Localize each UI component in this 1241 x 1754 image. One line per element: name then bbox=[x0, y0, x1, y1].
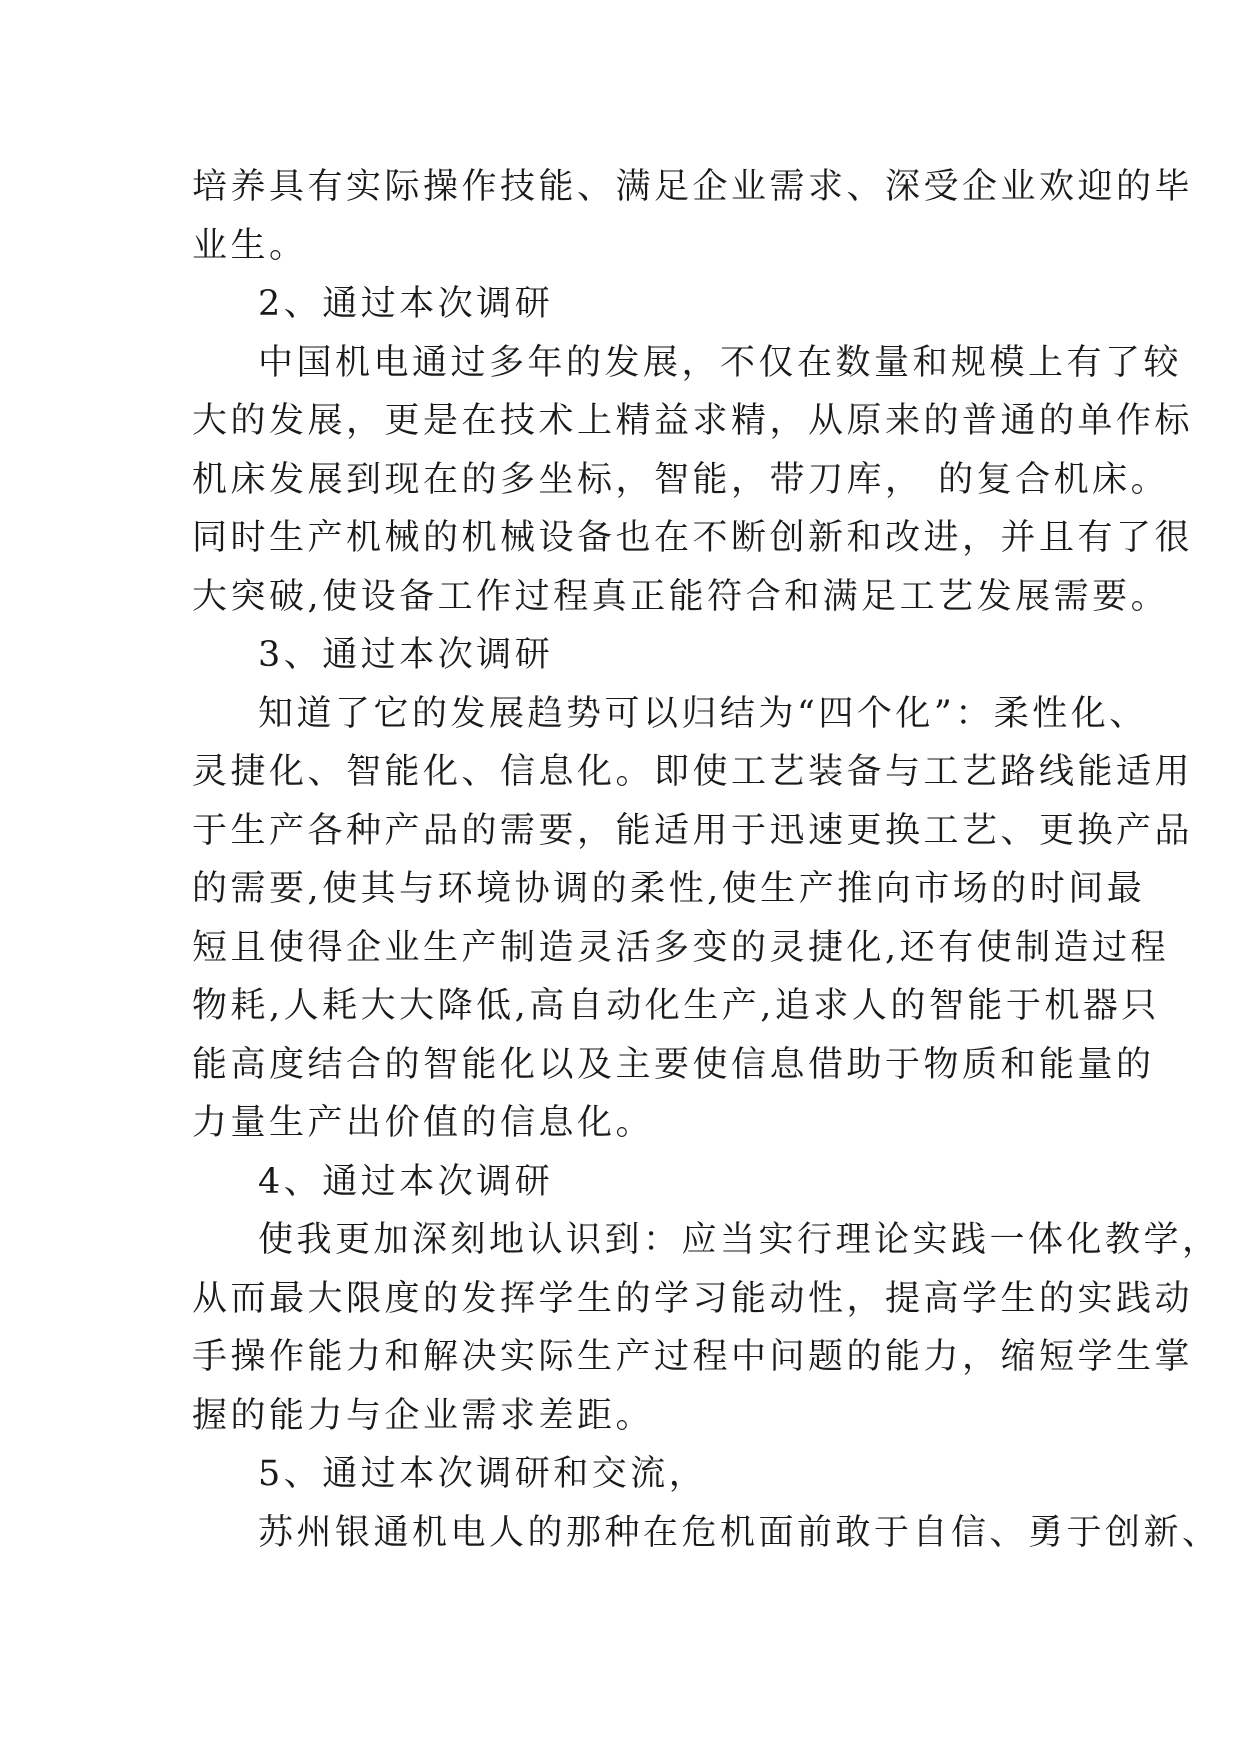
paragraph-text-line: 培养具有实际操作技能、满足企业需求、深受企业欢迎的毕 bbox=[192, 167, 1194, 207]
paragraph-text-line: 短且使得企业生产制造灵活多变的灵捷化,还有使制造过程 bbox=[192, 927, 1170, 968]
heading-text-line: 4、通过本次调研 bbox=[258, 1161, 554, 1202]
paragraph-text-line: 大突破,使设备工作过程真正能符合和满足工艺发展需要。 bbox=[192, 576, 1170, 617]
paragraph-text-line: 知道了它的发展趋势可以归结为“四个化”：柔性化、 bbox=[258, 693, 1148, 734]
paragraph bbox=[192, 1504, 1221, 1563]
paragraph-text-line: 业生。 bbox=[192, 225, 308, 266]
document-body bbox=[192, 158, 1221, 1562]
paragraph-text-line: 于生产各种产品的需要，能适用于迅速更换工艺、更换产品 bbox=[192, 810, 1194, 851]
paragraph-text-line: 力量生产出价值的信息化。 bbox=[192, 1103, 655, 1143]
paragraph bbox=[192, 334, 1194, 627]
paragraph bbox=[192, 158, 1194, 275]
heading-text-line: 2、通过本次调研 bbox=[258, 284, 554, 324]
paragraph-text-line: 灵捷化、智能化、信息化。即使工艺装备与工艺路线能适用 bbox=[192, 752, 1194, 792]
paragraph-text-line: 握的能力与企业需求差距。 bbox=[192, 1395, 655, 1436]
section-heading bbox=[192, 626, 1052, 685]
section-heading bbox=[192, 1153, 1052, 1212]
paragraph-text-line: 大的发展，更是在技术上精益求精，从原来的普通的单作标 bbox=[192, 401, 1194, 441]
paragraph-text-line: 中国机电通过多年的发展，不仅在数量和规模上有了较 bbox=[258, 342, 1183, 383]
paragraph-text-line: 能高度结合的智能化以及主要使信息借助于物质和能量的 bbox=[192, 1044, 1155, 1085]
paragraph-text-line: 机床发展到现在的多坐标，智能，带刀库， 的复合机床。 bbox=[192, 459, 1170, 500]
paragraph-text-line: 物耗,人耗大大降低,高自动化生产,追求人的智能于机器只 bbox=[192, 986, 1160, 1026]
section-heading bbox=[192, 275, 1052, 334]
section-heading bbox=[192, 1445, 1052, 1504]
paragraph-text-line: 使我更加深刻地认识到：应当实行理论实践一体化教学， bbox=[258, 1220, 1221, 1260]
paragraph-text-line: 从而最大限度的发挥学生的学习能动性，提高学生的实践动 bbox=[192, 1278, 1194, 1319]
paragraph-text-line: 手操作能力和解决实际生产过程中问题的能力，缩短学生掌 bbox=[192, 1337, 1194, 1377]
paragraph-text-line: 苏州银通机电人的那种在危机面前敢于自信、勇于创新、 bbox=[258, 1512, 1221, 1553]
heading-text-line: 5、通过本次调研和交流， bbox=[258, 1454, 708, 1494]
paragraph bbox=[192, 685, 1194, 1153]
paragraph bbox=[192, 1211, 1221, 1445]
paragraph-text-line: 的需要,使其与环境协调的柔性,使生产推向市场的时间最 bbox=[192, 869, 1146, 909]
paragraph-text-line: 同时生产机械的机械设备也在不断创新和改进，并且有了很 bbox=[192, 518, 1194, 558]
heading-text-line: 3、通过本次调研 bbox=[258, 635, 554, 675]
